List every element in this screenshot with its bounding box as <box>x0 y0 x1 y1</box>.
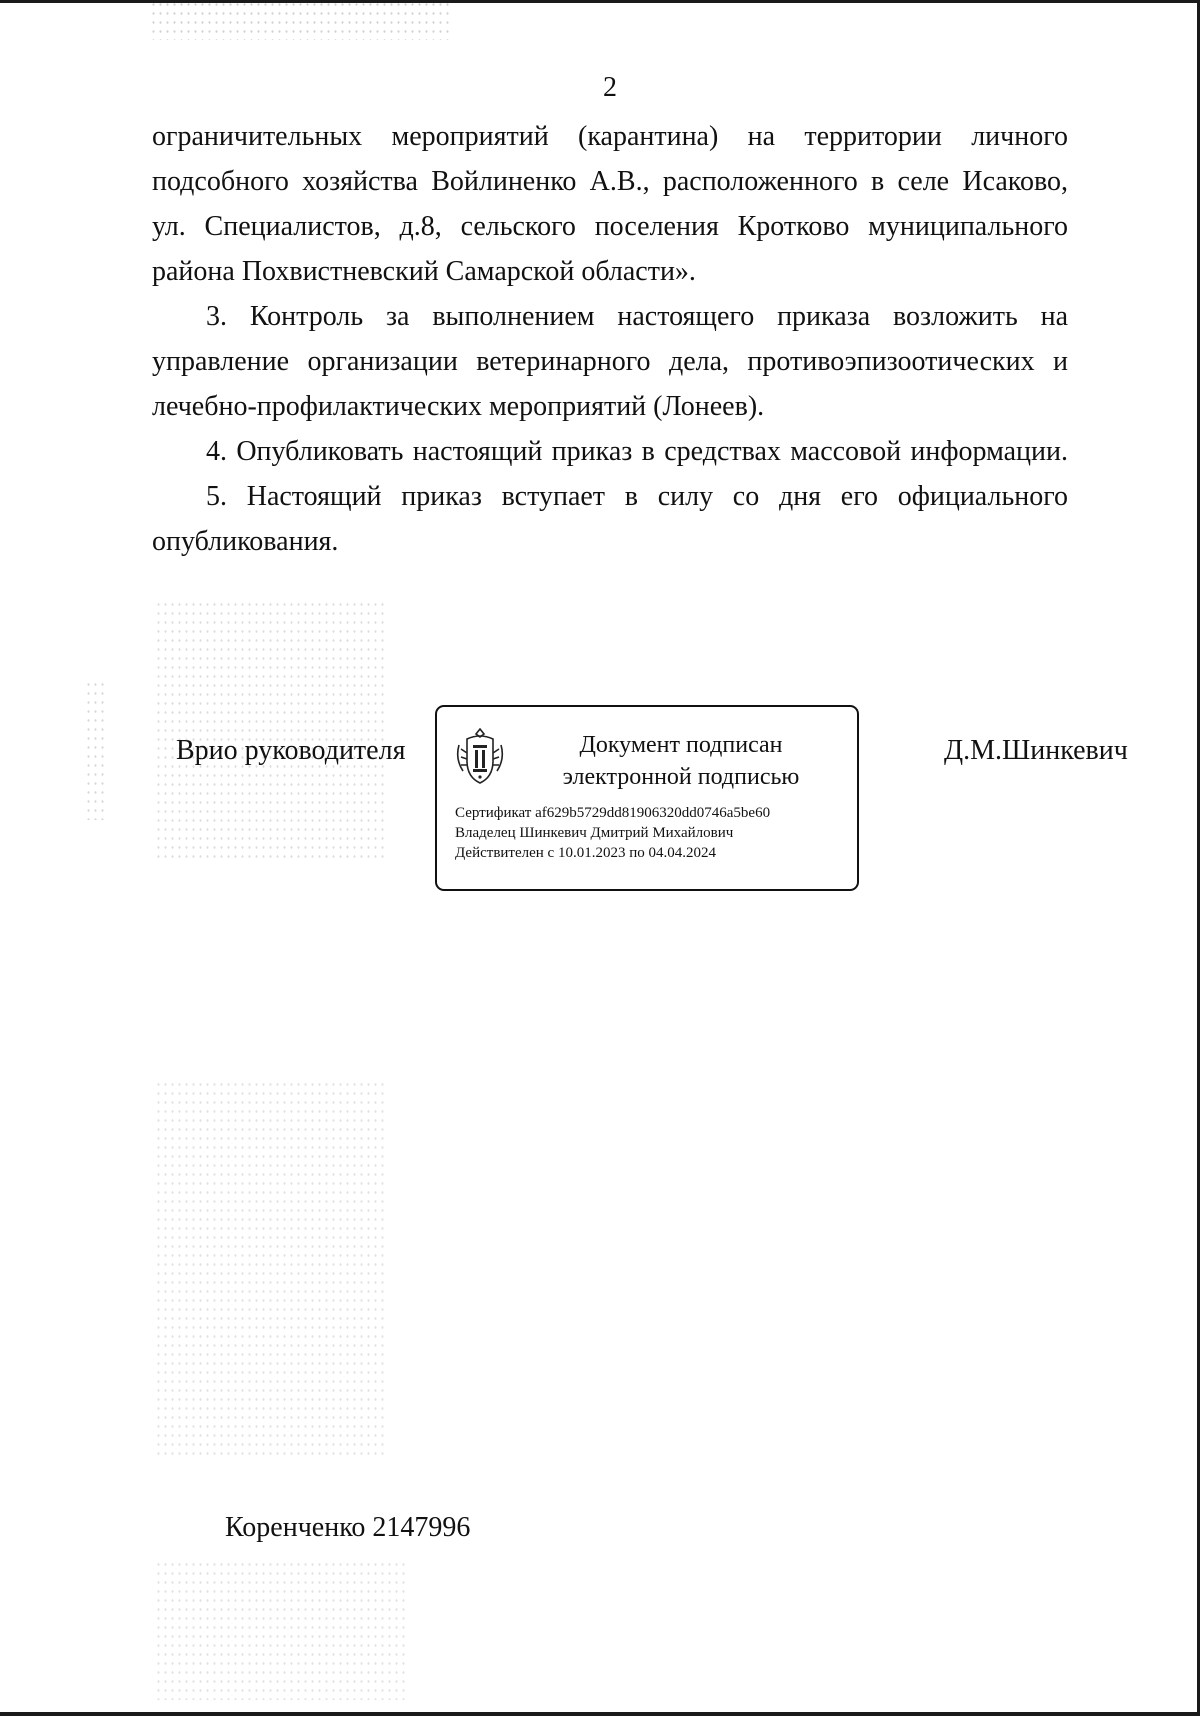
signer-position: Врио руководителя <box>176 735 406 766</box>
scan-edge-bottom <box>0 1712 1200 1716</box>
executor-contact: Коренченко 2147996 <box>225 1512 471 1543</box>
body-line: 3. Контроль за выполнением настоящего приказа возложить на <box>206 301 1068 332</box>
body-line: ул. Специалистов, д.8, сельского поселения Кротково муниципального <box>152 211 1068 242</box>
scan-noise <box>155 1080 385 1460</box>
body-line: подсобного хозяйства Войлиненко А.В., расположенного в селе Исаково, <box>152 166 1068 197</box>
scan-noise <box>150 0 450 40</box>
body-line: района Похвистневский Самарской области». <box>152 256 696 287</box>
coat-of-arms-icon <box>453 725 507 789</box>
electronic-signature-stamp <box>435 705 859 891</box>
certificate-owner: Владелец Шинкевич Дмитрий Михайлович <box>455 825 734 841</box>
body-line: опубликования. <box>152 526 339 557</box>
stamp-details <box>455 803 851 863</box>
stamp-heading-line: Документ подписан <box>579 732 783 758</box>
body-line: управление организации ветеринарного дела, противоэпизоотических и <box>152 346 1068 377</box>
body-line: ограничительных мероприятий (карантина) на территории личного <box>152 121 1068 152</box>
certificate-number: Сертификат af629b5729dd81906320dd0746a5be60 <box>455 805 771 821</box>
body-line: лечебно-профилактических мероприятий (Лонеев). <box>152 391 765 422</box>
stamp-heading-line: электронной подписью <box>562 764 800 790</box>
signer-name: Д.М.Шинкевич <box>944 735 1128 766</box>
stamp-heading <box>521 729 841 793</box>
body-line: 4. Опубликовать настоящий приказ в средствах массовой информации. <box>206 436 1068 467</box>
order-body-text <box>152 114 1068 564</box>
signature-block <box>0 705 1200 905</box>
certificate-validity: Действителен с 10.01.2023 по 04.04.2024 <box>455 845 716 861</box>
scan-noise <box>155 1560 405 1700</box>
body-line: 5. Настоящий приказ вступает в силу со дня его официального <box>206 481 1068 512</box>
page-number: 2 <box>603 72 617 103</box>
